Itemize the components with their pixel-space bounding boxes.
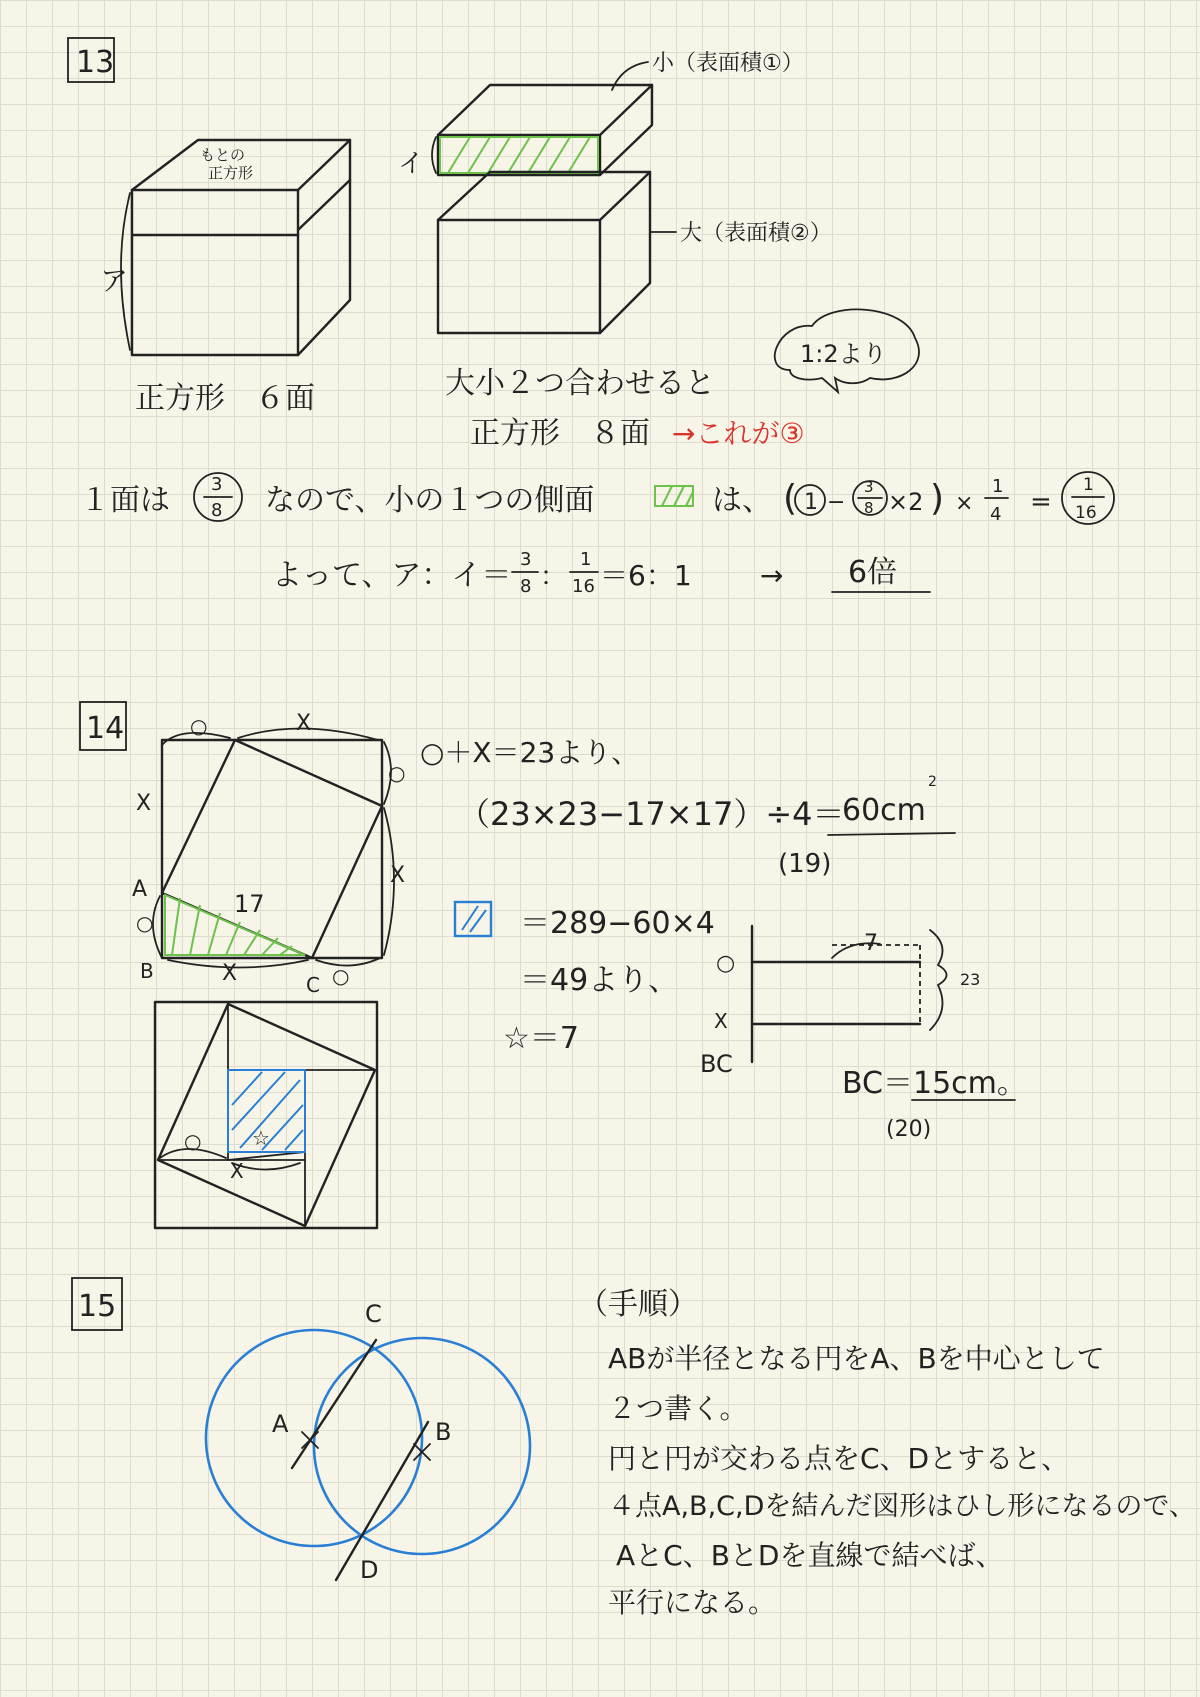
calc-close-paren: ) [930, 478, 945, 519]
small-side-hatch [440, 137, 598, 173]
line1-mid2: は、 [712, 483, 772, 518]
line2-arrow: → [760, 559, 784, 592]
line2-b-den: 16 [572, 576, 595, 597]
problem-14-number: 14 [86, 711, 125, 746]
seg-label-o: ○ [716, 951, 736, 976]
inner-label-o: ○ [184, 1129, 202, 1153]
procedure-step-4: ４点A,B,C,Dを結んだ図形はひし形になるので、 [608, 1491, 1196, 1522]
calc-open-paren: ( [783, 478, 798, 519]
original-cube-label-2: 正方形 [208, 164, 254, 182]
calc-frac-num: 3 [864, 478, 874, 496]
original-cube-label-1: もとの [200, 146, 246, 164]
point-c-label: C [306, 973, 320, 997]
calc-frac-den: 8 [864, 499, 874, 517]
result-num: 1 [1083, 475, 1094, 495]
line2-prefix: よって、ア：イ＝ [272, 558, 512, 593]
line2-b-num: 1 [580, 549, 592, 570]
seg-label-bc: BC [700, 1050, 733, 1078]
point-c: C [365, 1300, 382, 1328]
bubble-text: 1:2より [800, 340, 887, 368]
answer-14-2: BC＝15cm。 [842, 1066, 1027, 1101]
line1-prefix: １面は [80, 483, 170, 518]
problem-15-number: 15 [78, 1289, 117, 1324]
problem-15 [72, 1278, 1196, 1619]
sq-label-o-bottom: ○ [332, 964, 350, 988]
procedure-step-3: 円と円が交わる点をC、Dとすると、 [608, 1442, 1070, 1475]
eq-blue-area: ＝289−60×4 [520, 906, 715, 941]
sq-label-o-left: ○ [136, 911, 154, 935]
problem-14 [80, 702, 1027, 1228]
line2-ratio: ＝6：1 [600, 559, 692, 592]
eq-star: ☆＝7 [503, 1021, 579, 1056]
circles-construction [206, 1330, 530, 1580]
caption-six-faces: 正方形 ６面 [135, 381, 315, 416]
large-box-drawing [438, 172, 650, 333]
procedure-step-1: ABが半径となる円をA、Bを中心として [608, 1342, 1105, 1375]
caption-arrow-note: →これが③ [672, 417, 805, 450]
line1-mid: なので、小の１つの側面 [265, 483, 595, 518]
result-den: 16 [1075, 503, 1097, 523]
line2-a-den: 8 [520, 576, 532, 597]
label-i: イ [398, 149, 425, 179]
calc-equals: = [1030, 487, 1052, 517]
answer-14-1: 60cm [842, 793, 926, 828]
point-a-label: A [132, 877, 148, 902]
note-19: (19) [778, 849, 832, 879]
label-a: ア [100, 264, 129, 297]
caption-combined-1: 大小２つ合わせると [445, 366, 715, 401]
answer-14-1-sup: 2 [928, 774, 937, 790]
quarter-num: 1 [992, 476, 1004, 497]
procedure-step-5: AとC、BとDを直線で結べば、 [616, 1539, 1004, 1572]
inner-label-x: X [230, 1159, 244, 1183]
procedure-step-6: 平行になる。 [608, 1586, 777, 1619]
eq-sum: ○＋X＝23より、 [420, 736, 640, 769]
inner-label-star: ☆ [252, 1126, 270, 1150]
sq-label-x-right: X [390, 863, 406, 888]
point-d: D [360, 1556, 379, 1584]
sq-label-x-top: X [296, 711, 312, 736]
problem-13-number: 13 [76, 45, 115, 80]
calc-times-two: ×2 [888, 488, 924, 516]
procedure-heading: （手順） [578, 1287, 698, 1322]
point-b-label: B [140, 959, 154, 983]
seg-label-x: X [714, 1009, 728, 1033]
segment-diagram [752, 926, 947, 1062]
sq-label-17: 17 [234, 890, 265, 918]
square-diagram [153, 728, 394, 967]
point-a: A [272, 1410, 289, 1438]
inner-square-diagram [155, 1002, 377, 1228]
note-20: (20) [886, 1117, 932, 1142]
eq-49: ＝49より、 [520, 963, 679, 998]
sq-label-x-bottom: X [222, 961, 238, 986]
answer-13: 6倍 [848, 555, 898, 590]
calc-one: 1 [804, 490, 818, 515]
line2-colon: ： [540, 562, 567, 592]
quarter-den: 4 [990, 504, 1002, 525]
frac-den: 8 [211, 500, 223, 521]
p13-line-1 [80, 472, 1114, 525]
line2-a-num: 3 [520, 549, 532, 570]
seg-label-7: 7 [864, 931, 878, 956]
p13-line-2 [272, 549, 930, 597]
frac-num: 3 [211, 474, 223, 495]
large-label: 大（表面積②） [680, 221, 832, 246]
sq-label-o-right: ○ [388, 761, 406, 785]
calc-times: × [955, 491, 974, 516]
sq-label-o-top: ○ [190, 714, 208, 738]
seg-label-23: 23 [960, 970, 981, 989]
procedure-step-2: ２つ書く。 [608, 1392, 748, 1425]
caption-combined-2: 正方形 ８面 [470, 416, 650, 451]
blue-hatch-icon [455, 902, 491, 936]
problem-13 [68, 38, 1114, 597]
eq-area: （23×23−17×17）÷4＝ [458, 795, 845, 833]
small-box-drawing [432, 85, 652, 175]
point-b: B [435, 1418, 452, 1446]
calc-minus: − [827, 490, 846, 515]
sq-label-x-left: X [136, 791, 152, 816]
small-label: 小（表面積①） [652, 51, 804, 76]
answer-14-1-underline [828, 833, 955, 835]
